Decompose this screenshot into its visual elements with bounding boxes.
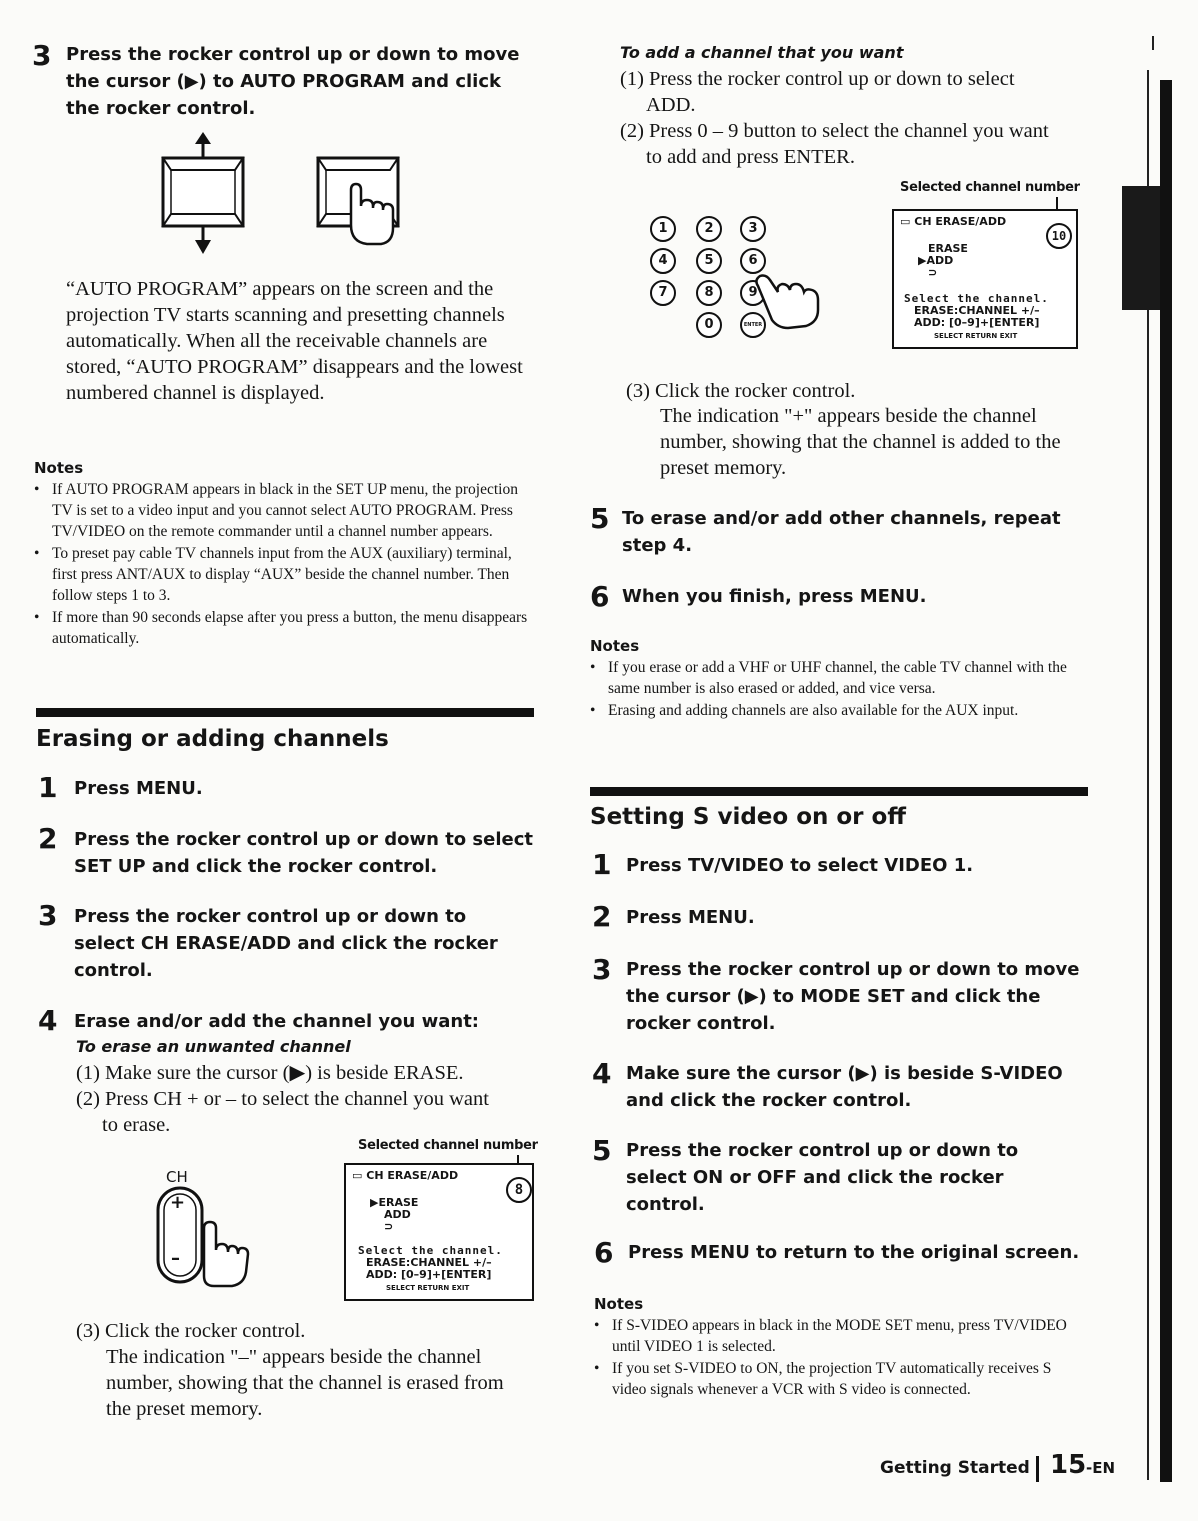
key-enter-icon: ENTER: [740, 312, 766, 338]
step-number: 1: [38, 771, 58, 804]
auto-program-description: “AUTO PROGRAM” appears on the screen and the projection TV starts scanning and presetting channels automatically. When all the receivable channels are stored, “AUTO PROGRAM” disappears and the lowest numbered channel is displayed.: [66, 278, 523, 404]
screen-erase-hint: ERASE:CHANNEL +/–: [366, 1256, 492, 1269]
key-5-icon: 5: [696, 248, 722, 274]
step-number: 2: [38, 822, 58, 855]
step-text: Press the rocker control up or down to move the cursor (▶) to MODE SET and click the rocker control.: [626, 959, 1080, 1034]
selected-channel-badge: 8: [506, 1177, 532, 1203]
subheading-add: To add a channel that you want: [620, 43, 904, 62]
step-text: Press MENU.: [626, 907, 755, 928]
note-item: • If AUTO PROGRAM appears in black in the SET UP menu, the projection TV is set to a video input and you cannot select AUTO PROGRAM. Press TV/VIDEO on the remote commander until a channel number appears.: [34, 479, 534, 542]
callout-label: Selected channel number: [358, 1138, 538, 1153]
add-step-2: (2) Press 0 – 9 button to select the channel you want: [620, 120, 1049, 142]
hand-pointer-icon: [204, 1222, 248, 1286]
add-step-2-cont: to add and press ENTER.: [646, 146, 855, 168]
step-number: 2: [592, 900, 612, 933]
note-item: • Erasing and adding channels are also available for the AUX input.: [590, 700, 1070, 721]
screen-add-hint: ADD: [0–9]+[ENTER]: [366, 1268, 492, 1281]
key-9-icon: 9: [740, 280, 766, 306]
erase-step-3: (3) Click the rocker control.: [76, 1320, 306, 1342]
note-item: • To preset pay cable TV channels input from the AUX (auxiliary) terminal, first press ANT/AUX to display “AUX” beside the channel number. Then follow steps 1 to 3.: [34, 543, 534, 606]
step-number: 6: [594, 1236, 614, 1269]
ch-minus-label: –: [171, 1248, 180, 1269]
menu-icon: ▭: [900, 215, 911, 228]
step-text: Press the rocker control up or down to select ON or OFF and click the rocker control.: [626, 1140, 1019, 1215]
step-number: 3: [592, 953, 612, 986]
step-text: Press the rocker control up or down to move the cursor (▶) to AUTO PROGRAM and click the rocker control.: [66, 44, 520, 119]
key-3-icon: 3: [740, 216, 766, 242]
step-number: 5: [592, 1134, 612, 1167]
section-title: Erasing or adding channels: [36, 726, 389, 752]
step-number: 3: [38, 899, 58, 932]
step-number: 3: [32, 39, 52, 72]
selected-channel-badge: 10: [1046, 223, 1072, 249]
callout-label: Selected channel number: [900, 180, 1080, 195]
step-number: 6: [590, 580, 610, 613]
step-text: When you finish, press MENU.: [622, 586, 927, 607]
notes-list: [594, 1315, 1074, 1401]
screen-add-hint: ADD: [0–9]+[ENTER]: [914, 316, 1040, 329]
step-number: 4: [592, 1057, 612, 1090]
notes-list: [34, 479, 534, 650]
step-text: Make sure the cursor (▶) is beside S-VIDEO and click the rocker control.: [626, 1063, 1063, 1111]
step-text: Press MENU.: [74, 778, 203, 799]
notes-title: Notes: [590, 637, 640, 655]
section-tab-marker: [1122, 186, 1160, 310]
key-2-icon: 2: [696, 216, 722, 242]
note-item: • If S-VIDEO appears in black in the MODE SET menu, press TV/VIDEO until VIDEO 1 is selected.: [594, 1315, 1074, 1357]
notes-list: [590, 657, 1070, 722]
subheading-erase: To erase an unwanted channel: [76, 1037, 351, 1056]
screen-title: ▭ CH ERASE/ADD: [900, 215, 1007, 228]
section-divider: [36, 708, 534, 717]
note-item: • If more than 90 seconds elapse after you press a button, the menu disappears automatically.: [34, 607, 534, 649]
page-number: 15: [1050, 1450, 1087, 1480]
erase-step-2: (2) Press CH + or – to select the channel you want: [76, 1088, 489, 1110]
key-0-icon: 0: [696, 312, 722, 338]
rocker-click-icon: [318, 158, 398, 244]
screen-erase-hint: ERASE:CHANNEL +/–: [914, 304, 1040, 317]
rocker-up-down-icon: [163, 132, 243, 254]
screen-footer: SELECT RETURN EXIT: [934, 332, 1018, 340]
step-number: 1: [592, 848, 612, 881]
add-step-3: (3) Click the rocker control.: [626, 380, 856, 402]
note-item: • If you erase or add a VHF or UHF channel, the cable TV channel with the same number is also erased or added, and vice versa.: [590, 657, 1070, 699]
menu-option-erase: ▶ERASE: [370, 1196, 419, 1209]
tv-menu-screen: [892, 209, 1078, 349]
key-4-icon: 4: [650, 248, 676, 274]
step-number: 5: [590, 502, 610, 535]
erase-step-2-cont: to erase.: [102, 1114, 171, 1136]
note-item: • If you set S-VIDEO to ON, the projection TV automatically receives S video signals whenever a VCR with S video is connected.: [594, 1358, 1074, 1400]
screen-title: ▭ CH ERASE/ADD: [352, 1169, 459, 1182]
key-1-icon: 1: [650, 216, 676, 242]
hand-pointer-icon: [752, 266, 824, 332]
add-step-3-description: The indication "+" appears beside the channel number, showing that the channel is added to the preset memory.: [660, 405, 1061, 479]
tv-menu-screen: [344, 1163, 534, 1301]
erase-step-1: (1) Make sure the cursor (▶) is beside ERASE.: [76, 1062, 464, 1084]
section-divider: [590, 787, 1088, 796]
footer-section-name: Getting Started: [880, 1458, 1030, 1478]
footer-divider: [1036, 1456, 1039, 1482]
ch-plus-label: +: [170, 1192, 186, 1213]
margin-tick: [1152, 36, 1154, 50]
step-text: Press the rocker control up or down to select CH ERASE/ADD and click the rocker control.: [74, 906, 498, 981]
page-language-suffix: -EN: [1086, 1459, 1116, 1477]
add-step-1-cont: ADD.: [646, 94, 696, 116]
step-text: Erase and/or add the channel you want:: [74, 1011, 479, 1032]
step-text: To erase and/or add other channels, repeat step 4.: [622, 508, 1061, 556]
menu-option-add: ADD: [384, 1208, 411, 1221]
notes-title: Notes: [594, 1295, 644, 1313]
section-title: Setting S video on or off: [590, 804, 906, 830]
menu-option-return: ⊃: [384, 1220, 394, 1233]
screen-instruction: Select the channel.: [358, 1244, 503, 1257]
step-text: Press TV/VIDEO to select VIDEO 1.: [626, 855, 974, 876]
menu-icon: ▭: [352, 1169, 363, 1182]
page-edge-bar: [1160, 80, 1172, 1482]
ch-label: CH: [166, 1168, 188, 1186]
key-8-icon: 8: [696, 280, 722, 306]
notes-title: Notes: [34, 459, 84, 477]
screen-instruction: Select the channel.: [904, 292, 1049, 305]
key-6-icon: 6: [740, 248, 766, 274]
erase-step-3-description: The indication "–" appears beside the channel number, showing that the channel is erased from the preset memory.: [106, 1346, 504, 1420]
rocker-control-illustration: [155, 130, 425, 260]
step-text: Press MENU to return to the original screen.: [628, 1242, 1080, 1263]
add-step-1: (1) Press the rocker control up or down to select: [620, 68, 1015, 90]
screen-footer: SELECT RETURN EXIT: [386, 1284, 470, 1292]
step-text: Press the rocker control up or down to select SET UP and click the rocker control.: [74, 829, 533, 877]
menu-option-add: ▶ADD: [918, 254, 954, 267]
key-7-icon: 7: [650, 280, 676, 306]
ch-button-illustration: [150, 1184, 260, 1288]
step-number: 4: [38, 1004, 58, 1037]
menu-option-return: ⊃: [928, 266, 938, 279]
menu-option-erase: ERASE: [928, 242, 968, 255]
